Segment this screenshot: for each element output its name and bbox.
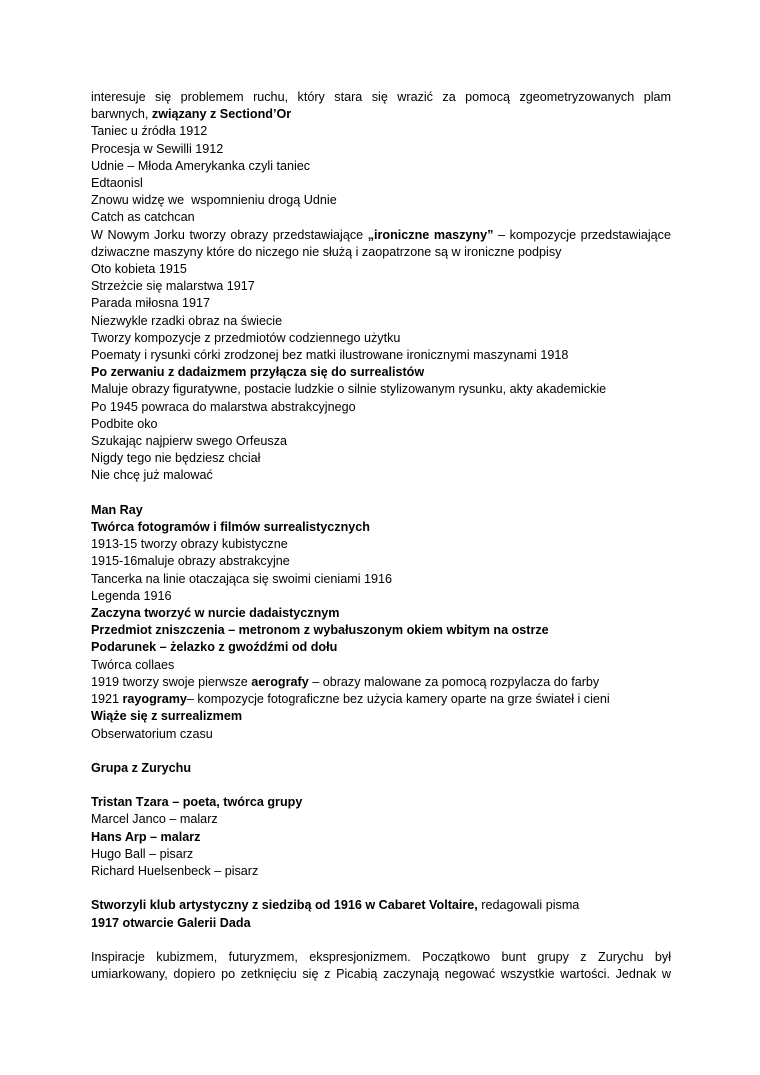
text-line: Parada miłosna 1917	[91, 296, 211, 311]
member-line: Richard Huelsenbeck – pisarz	[91, 864, 259, 879]
member-line: Hugo Ball – pisarz	[91, 846, 194, 861]
text-line: Procesja w Sewilli 1912	[91, 141, 224, 156]
text-line: Tancerka na linie otaczająca się swoimi cieniami 1916	[91, 571, 393, 586]
text-line: Podbite oko	[91, 416, 158, 431]
bold-text-run: związany z Sectiond’Or	[151, 107, 292, 122]
paragraph-line	[91, 227, 671, 244]
member-line: Tristan Tzara – poeta, twórca grupy	[91, 795, 303, 810]
paragraph-line: Inspiracje kubizmem, futuryzmem, ekspresjonizmem. Początkowo bunt grupy z Zurychu był	[91, 950, 671, 965]
paragraph-line: dziwaczne maszyny które do niczego nie służą i zaopatrzone są w ironiczne podpisy	[91, 244, 562, 259]
blank-line	[91, 485, 671, 502]
text-line	[91, 897, 671, 914]
text-run: barwnych,	[91, 107, 152, 122]
text-line: Edtaonisl	[91, 176, 143, 191]
member-line: Hans Arp – malarz	[91, 829, 201, 844]
text-line: Catch as catchcan	[91, 210, 195, 225]
text-line: Poematy i rysunki córki zrodzonej bez matki ilustrowane ironicznymi maszynami 1918	[91, 348, 569, 363]
bold-text-line: Zaczyna tworzyć w nurcie dadaistycznym	[91, 606, 340, 621]
text-line: Niezwykle rzadki obraz na świecie	[91, 313, 283, 328]
bold-text-line: Podarunek – żelazko z gwoźdźmi od dołu	[91, 640, 338, 655]
text-line	[91, 691, 671, 708]
text-run: W Nowym Jorku tworzy obrazy przedstawiające	[91, 227, 368, 242]
bold-text-line: 1917 otwarcie Galerii Dada	[91, 915, 251, 930]
text-line: Taniec u źródła 1912	[91, 124, 208, 139]
text-line: Nigdy tego nie będziesz chciał	[91, 451, 261, 466]
bold-text-line: Wiąże się z surrealizmem	[91, 709, 243, 724]
bold-text-run: Stworzyli klub artystyczny z siedzibą od 1916 w Cabaret Voltaire,	[91, 898, 478, 913]
text-run: – kompozycje przedstawiające	[493, 227, 671, 242]
text-line: Obserwatorium czasu	[91, 726, 213, 741]
text-line: Legenda 1916	[91, 588, 172, 603]
text-run: 1921	[91, 692, 123, 707]
paragraph-line	[91, 106, 671, 123]
text-line: Tworzy kompozycje z przedmiotów codziennego użytku	[91, 330, 401, 345]
section-heading: Man Ray	[91, 502, 143, 517]
text-line: Po 1945 powraca do malarstwa abstrakcyjnego	[91, 399, 356, 414]
blank-line	[91, 743, 671, 760]
blank-line	[91, 932, 671, 949]
member-line: Marcel Janco – malarz	[91, 812, 218, 827]
paragraph-line: umiarkowany, dopiero po zetknięciu się z Picabią zaczynają negować wszystkie wartości. Jednak w	[91, 967, 671, 982]
section-heading: Grupa z Zurychu	[91, 760, 192, 775]
text-run: redagowali pisma	[477, 898, 580, 913]
text-line: Znowu widzę we wspomnieniu drogą Udnie	[91, 193, 337, 208]
bold-text-run: aerografy	[251, 674, 309, 689]
text-run: – kompozycje fotograficzne bez użycia kamery oparte na grze świateł i cieni	[186, 692, 610, 707]
text-line: Szukając najpierw swego Orfeusza	[91, 434, 287, 449]
text-run: – obrazy malowane za pomocą rozpylacza do farby	[308, 674, 600, 689]
text-line: Nie chcę już malować	[91, 468, 213, 483]
text-run: 1919 tworzy swoje pierwsze	[91, 674, 252, 689]
text-line: Udnie – Młoda Amerykanka czyli taniec	[91, 158, 311, 173]
bold-text-line: Po zerwaniu z dadaizmem przyłącza się do surrealistów	[91, 365, 425, 380]
bold-text-run: rayogramy	[122, 692, 187, 707]
text-line: Maluje obrazy figuratywne, postacie ludzkie o silnie stylizowanym rysunku, akty akademickie	[91, 382, 607, 397]
blank-line	[91, 880, 671, 897]
text-line	[91, 674, 671, 691]
section-subheading: Twórca fotogramów i filmów surrealistycznych	[91, 520, 370, 535]
bold-text-run: „ironiczne maszyny”	[367, 227, 494, 242]
blank-line	[91, 777, 671, 794]
text-line: 1915-16maluje obrazy abstrakcyjne	[91, 554, 290, 569]
text-line: 1913-15 tworzy obrazy kubistyczne	[91, 537, 288, 552]
bold-text-line: Przedmiot zniszczenia – metronom z wybałuszonym okiem wbitym na ostrze	[91, 623, 549, 638]
text-line: Twórca collaes	[91, 657, 175, 672]
text-line: Strzeżcie się malarstwa 1917	[91, 279, 255, 294]
text-line: Oto kobieta 1915	[91, 262, 187, 277]
paragraph-line: interesuje się problemem ruchu, który stara się wrazić za pomocą zgeometryzowanych plam	[91, 90, 671, 104]
